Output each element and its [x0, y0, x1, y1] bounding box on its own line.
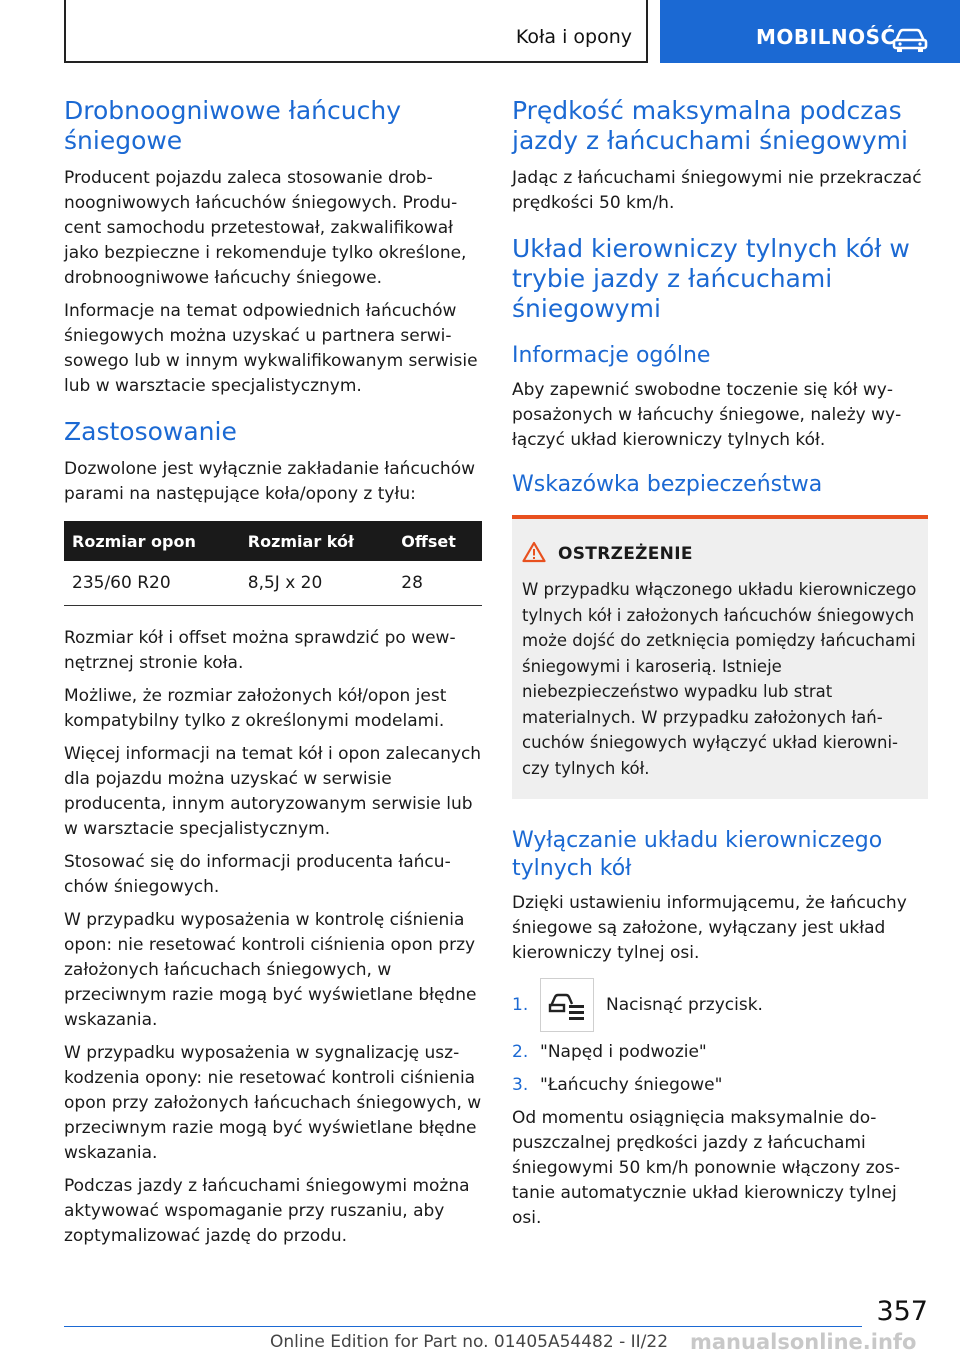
heading-max-speed: Prędkość maksymalna podczas jazdy z łańcuchami śniegowymi	[512, 96, 908, 155]
left-column	[64, 96, 482, 1257]
heading-rear-steering: Układ kierowniczy tylnych kół w trybie jazdy z łańcuchami śniegowymi	[512, 234, 910, 323]
step-text: "Łańcuchy śniegowe"	[540, 1075, 723, 1095]
paragraph: Dozwolone jest wyłącznie zakładanie łańcuchów parami na następujące koła/opony z tyłu:	[64, 459, 476, 504]
paragraph: Dzięki ustawieniu informującemu, że łańcuchy śniegowe są założone, wyłączany jest układ kierowniczy tylnej osi.	[512, 893, 907, 963]
table-cell: 235/60 R20	[64, 561, 240, 606]
paragraph: Aby zapewnić swobodne toczenie się kół wyposażonych w łańcuchy śniegowe, należy wyłączyć układ kierowniczy tylnych kół.	[512, 380, 902, 450]
footer-divider	[64, 1326, 862, 1327]
heading-usage: Zastosowanie	[64, 417, 237, 446]
table-header-tire-size: Rozmiar opon	[64, 521, 240, 561]
step-number: 3.	[512, 1075, 529, 1095]
warning-text: W przypadku włączonego układu kierowniczego tylnych kół i założonych łańcuchów śniegowych może dojść do zetknięcia pomiędzy łańcuchami śniegowymi i karoserią. Istnieje niebezpieczeństwo wypadku lub strat materialnych. W przypadku założonych łańcuchów śniegowych wyłączyć układ kierowniczy tylnych kół.	[522, 580, 917, 778]
step-text: Nacisnąć przycisk.	[606, 994, 763, 1015]
table-cell: 8,5J x 20	[240, 561, 394, 606]
step-text: "Napęd i podwozie"	[540, 1042, 707, 1062]
warning-box	[512, 515, 928, 799]
paragraph: Producent pojazdu zaleca stosowanie drobnoogniwowych łańcuchów śniegowych. Producent samochodu przetestował, zakwalifikował jako bezpieczne i rekomenduje tylko określone, drobnoogniwowe łańcuchy śniegowe.	[64, 168, 467, 288]
paragraph: Jadąc z łańcuchami śniegowymi nie przekraczać prędkości 50 km/h.	[512, 168, 922, 213]
paragraph: Możliwe, że rozmiar założonych kół/opon jest kompatybilny tylko z określonymi modelami.	[64, 686, 447, 731]
page-number: 357	[876, 1296, 928, 1327]
driving-menu-button-icon	[540, 978, 594, 1032]
table-header-offset: Offset	[393, 521, 482, 561]
paragraph: Od momentu osiągnięcia maksymalnie dopuszczalnej prędkości jazdy z łańcuchami śniegowymi 50 km/h ponownie włączony zostanie automatycznie układ kierowniczy tylnej osi.	[512, 1108, 901, 1228]
warning-title-row	[522, 541, 918, 567]
paragraph: Więcej informacji na temat kół i opon zalecanych dla pojazdu można uzyskać w serwisie producenta, innym autoryzowanym serwisie lub w warsztacie specjalistycznym.	[64, 744, 482, 839]
paragraph: Podczas jazdy z łańcuchami śniegowymi można aktywować wspomaganie przy ruszaniu, aby zoptymalizować jazdę do przodu.	[64, 1176, 470, 1246]
warning-triangle-icon	[522, 541, 546, 567]
paragraph: Informacje na temat odpowiednich łańcuchów śniegowych można uzyskać u partnera serwisowego lub w innym wykwalifikowanym serwisie lub w warsztacie specjalistycznym.	[64, 301, 478, 396]
header-chapter-title: MOBILNOŚĆ	[756, 25, 896, 49]
heading-general-info: Informacje ogólne	[512, 343, 711, 368]
paragraph: Stosować się do informacji producenta łańcuchów śniegowych.	[64, 852, 451, 897]
header-section-box	[64, 0, 648, 63]
list-item	[512, 1073, 928, 1098]
tire-spec-table	[64, 521, 482, 606]
right-column	[512, 96, 928, 1239]
heading-snow-chains: Drobnoogniwowe łańcuchy śniegowe	[64, 96, 401, 155]
step-number: 1.	[512, 994, 529, 1015]
paragraph: Rozmiar kół i offset można sprawdzić po wewnętrznej stronie koła.	[64, 628, 456, 673]
table-header-row	[64, 521, 482, 561]
footer-edition: Online Edition for Part no. 01405A54482 - II/22	[270, 1332, 669, 1352]
list-item	[512, 978, 928, 1032]
list-item	[512, 1040, 928, 1065]
warning-title: OSTRZEŻENIE	[558, 544, 693, 564]
table-header-wheel-size: Rozmiar kół	[240, 521, 394, 561]
heading-disable-rear-steering: Wyłączanie układu kierowniczego tylnych kół	[512, 828, 883, 881]
heading-safety-note: Wskazówka bezpieczeństwa	[512, 472, 823, 497]
steps-list	[512, 978, 928, 1098]
car-icon	[892, 27, 928, 57]
table-row	[64, 561, 482, 606]
paragraph: W przypadku wyposażenia w kontrolę ciśnienia opon: nie resetować kontroli ciśnienia opon przy założonych łańcuchach śniegowych, w przeciwnym razie mogą być wyświetlane błędne wskazania.	[64, 910, 477, 1030]
watermark: manualsonline.info	[690, 1330, 917, 1354]
step-number: 2.	[512, 1042, 529, 1062]
header-chapter-tab	[660, 0, 960, 63]
paragraph: W przypadku wyposażenia w sygnalizację uszkodzenia opony: nie resetować kontroli ciśnienia opon przy założonych łańcuchach śniegowych, w przeciwnym razie mogą być wyświetlane błędne wskazania.	[64, 1043, 482, 1163]
table-cell: 28	[393, 561, 482, 606]
header-section-title: Koła i opony	[515, 26, 632, 48]
